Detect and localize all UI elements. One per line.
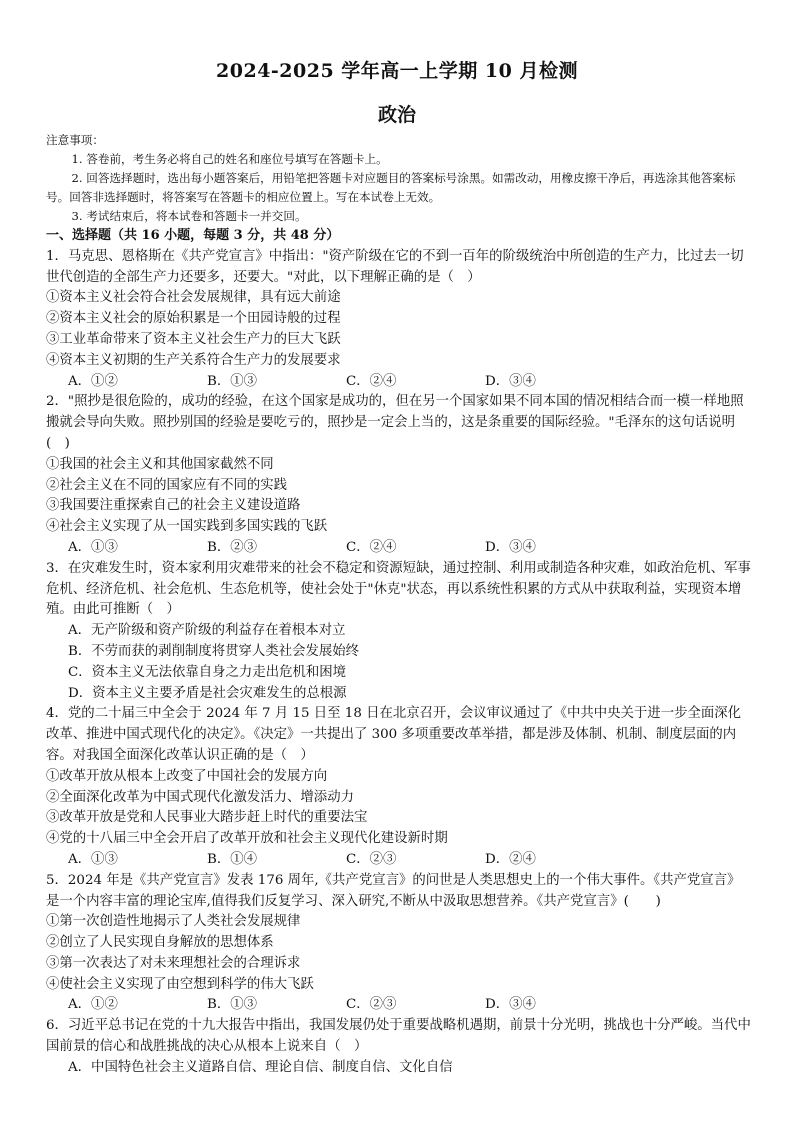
question-stem: 1．马克思、恩格斯在《共产党宣言》中指出："资产阶级在它的不到一百年的阶级统治中所创造的生产力，比过去一切世代创造的全部生产力还要多，还要大。"对此，以下理解正确的是（ ） bbox=[46, 248, 744, 285]
question-4 bbox=[46, 704, 752, 870]
question-statement: ④党的十八届三中全会开启了改革开放和社会主义现代化建设新时期 bbox=[46, 831, 448, 847]
choice-a: A．①③ bbox=[68, 851, 118, 867]
choice-d: D．资本主义主要矛盾是社会灾难发生的总根源 bbox=[68, 685, 347, 701]
question-statement: ②社会主义在不同的国家应有不同的实践 bbox=[46, 477, 288, 493]
exam-content bbox=[46, 131, 752, 1079]
question-stem: 2．"照抄是很危险的，成功的经验，在这个国家是成功的，但在另一个国家如果不同本国的情况相结合而一模一样地照搬就会导向失败。照抄别国的经验是要吃亏的，照抄是一定会上当的，这是条重要的国际经验。"毛泽东的这句话说明( ) bbox=[46, 394, 744, 451]
choice-b: B．①④ bbox=[207, 851, 258, 867]
choice-d: D．③④ bbox=[485, 539, 536, 555]
question-5 bbox=[46, 871, 752, 1017]
question-1 bbox=[46, 247, 752, 393]
question-statement: ②创立了人民实现自身解放的思想体系 bbox=[46, 935, 274, 951]
question-statement: ③第一次表达了对未来理想社会的合理诉求 bbox=[46, 955, 301, 971]
choice-a: A．①② bbox=[68, 997, 118, 1013]
choice-c: C．②④ bbox=[346, 539, 397, 555]
question-stem: 6．习近平总书记在党的十九大报告中指出，我国发展仍处于重要战略机遇期，前景十分光明，挑战也十分严峻。当代中国前景的信心和战胜挑战的决心从根本上说来自（ ） bbox=[46, 1018, 751, 1055]
question-statement: ③我国要注重探索自己的社会主义建设道路 bbox=[46, 498, 301, 514]
question-6 bbox=[46, 1016, 752, 1078]
question-stem: 5．2024 年是《共产党宣言》发表 176 周年,《共产党宣言》的问世是人类思想史上的一个伟大事件。《共产党宣言》是一个内容丰富的理论宝库,值得我们反复学习、深入研究,不断从中汲取思想营养。《共产党宣言》( ) bbox=[46, 872, 741, 909]
choice-d: D．③④ bbox=[485, 373, 536, 389]
answer-choices bbox=[46, 995, 752, 1016]
question-2 bbox=[46, 392, 752, 558]
choice-c: C．②④ bbox=[346, 373, 397, 389]
notice-item: 3. 考试结束后，将本试卷和答题卡一并交回。 bbox=[71, 209, 307, 223]
choice-b: B．②③ bbox=[207, 539, 258, 555]
choice-b: B．①③ bbox=[207, 373, 258, 389]
answer-choices bbox=[46, 538, 752, 559]
notice-title: 注意事项： bbox=[46, 133, 104, 147]
question-statement: ④使社会主义实现了由空想到科学的伟大飞跃 bbox=[46, 976, 314, 992]
choice-b: B．①③ bbox=[207, 997, 258, 1013]
question-3 bbox=[46, 559, 752, 705]
question-statement: ①第一次创造性地揭示了人类社会发展规律 bbox=[46, 914, 301, 930]
question-statement: ④社会主义实现了从一国实践到多国实践的飞跃 bbox=[46, 519, 328, 535]
exam-subject: 政治 bbox=[377, 104, 416, 126]
choice-c: C．②③ bbox=[346, 997, 397, 1013]
question-statement: ③改革开放是党和人民事业大踏步赶上时代的重要法宝 bbox=[46, 810, 368, 826]
choice-d: D．②④ bbox=[485, 851, 536, 867]
notice-item: 1. 答卷前，考生务必将自己的姓名和座位号填写在答题卡上。 bbox=[71, 152, 388, 166]
choice-a: A．中国特色社会主义道路自信、理论自信、制度自信、文化自信 bbox=[68, 1059, 453, 1075]
notice-item: 2. 回答选择题时，选出每小题答案后，用铅笔把答题卡对应题目的答案标号涂黑。如需改动，用橡皮擦干净后，再选涂其他答案标号。回答非选择题时，将答案写在答题卡的相应位置上。写在本试卷上无效。 bbox=[46, 171, 736, 204]
question-stem: 4．党的二十届三中全会于 2024 年 7 月 15 日至 18 日在北京召开，会议审议通过了《中共中央关于进一步全面深化改革、推进中国式现代化的决定》。《决定》一共提出了 300 多项重要改革举措，都是涉及体制、机制、制度层面的内容。对我国全面深化改革认识正确的是（ ） bbox=[46, 706, 742, 763]
question-statement: ②全面深化改革为中国式现代化激发活力、增添动力 bbox=[46, 789, 354, 805]
answer-choices bbox=[46, 850, 752, 871]
notice-block bbox=[46, 131, 752, 226]
question-statement: ③工业革命带来了资本主义社会生产力的巨大飞跃 bbox=[46, 331, 341, 347]
choice-b: B．不劳而获的剥削制度将贯穿人类社会发展始终 bbox=[68, 643, 360, 659]
choice-c: C．②③ bbox=[346, 851, 397, 867]
choice-c: C．资本主义无法依靠自身之力走出危机和困境 bbox=[68, 664, 347, 680]
question-statement: ①资本主义社会符合社会发展规律，具有远大前途 bbox=[46, 290, 341, 306]
question-statement: ②资本主义社会的原始积累是一个田园诗般的过程 bbox=[46, 311, 341, 327]
question-statement: ①改革开放从根本上改变了中国社会的发展方向 bbox=[46, 768, 328, 784]
choice-a: A．①③ bbox=[68, 539, 118, 555]
question-statement: ①我国的社会主义和其他国家截然不同 bbox=[46, 456, 274, 472]
choice-a: A．①② bbox=[68, 373, 118, 389]
question-stem: 3．在灾难发生时，资本家利用灾难带来的社会不稳定和资源短缺，通过控制、利用或制造各种灾难，如政治危机、军事危机、经济危机、社会危机、生态危机等，使社会处于"休克"状态，再以系统性积累的方式从中获取利益，实现资本增殖。由此可推断（ ） bbox=[46, 560, 751, 618]
exam-title: 2024-2025 学年高一上学期 10 月检测 bbox=[216, 60, 578, 82]
choice-a: A．无产阶级和资产阶级的利益存在着根本对立 bbox=[68, 623, 346, 639]
choice-d: D．③④ bbox=[485, 997, 536, 1013]
answer-choices bbox=[46, 372, 752, 393]
section-heading: 一、选择题（共 16 小题，每题 3 分，共 48 分） bbox=[46, 228, 340, 243]
question-statement: ④资本主义初期的生产关系符合生产力的发展要求 bbox=[46, 352, 341, 368]
